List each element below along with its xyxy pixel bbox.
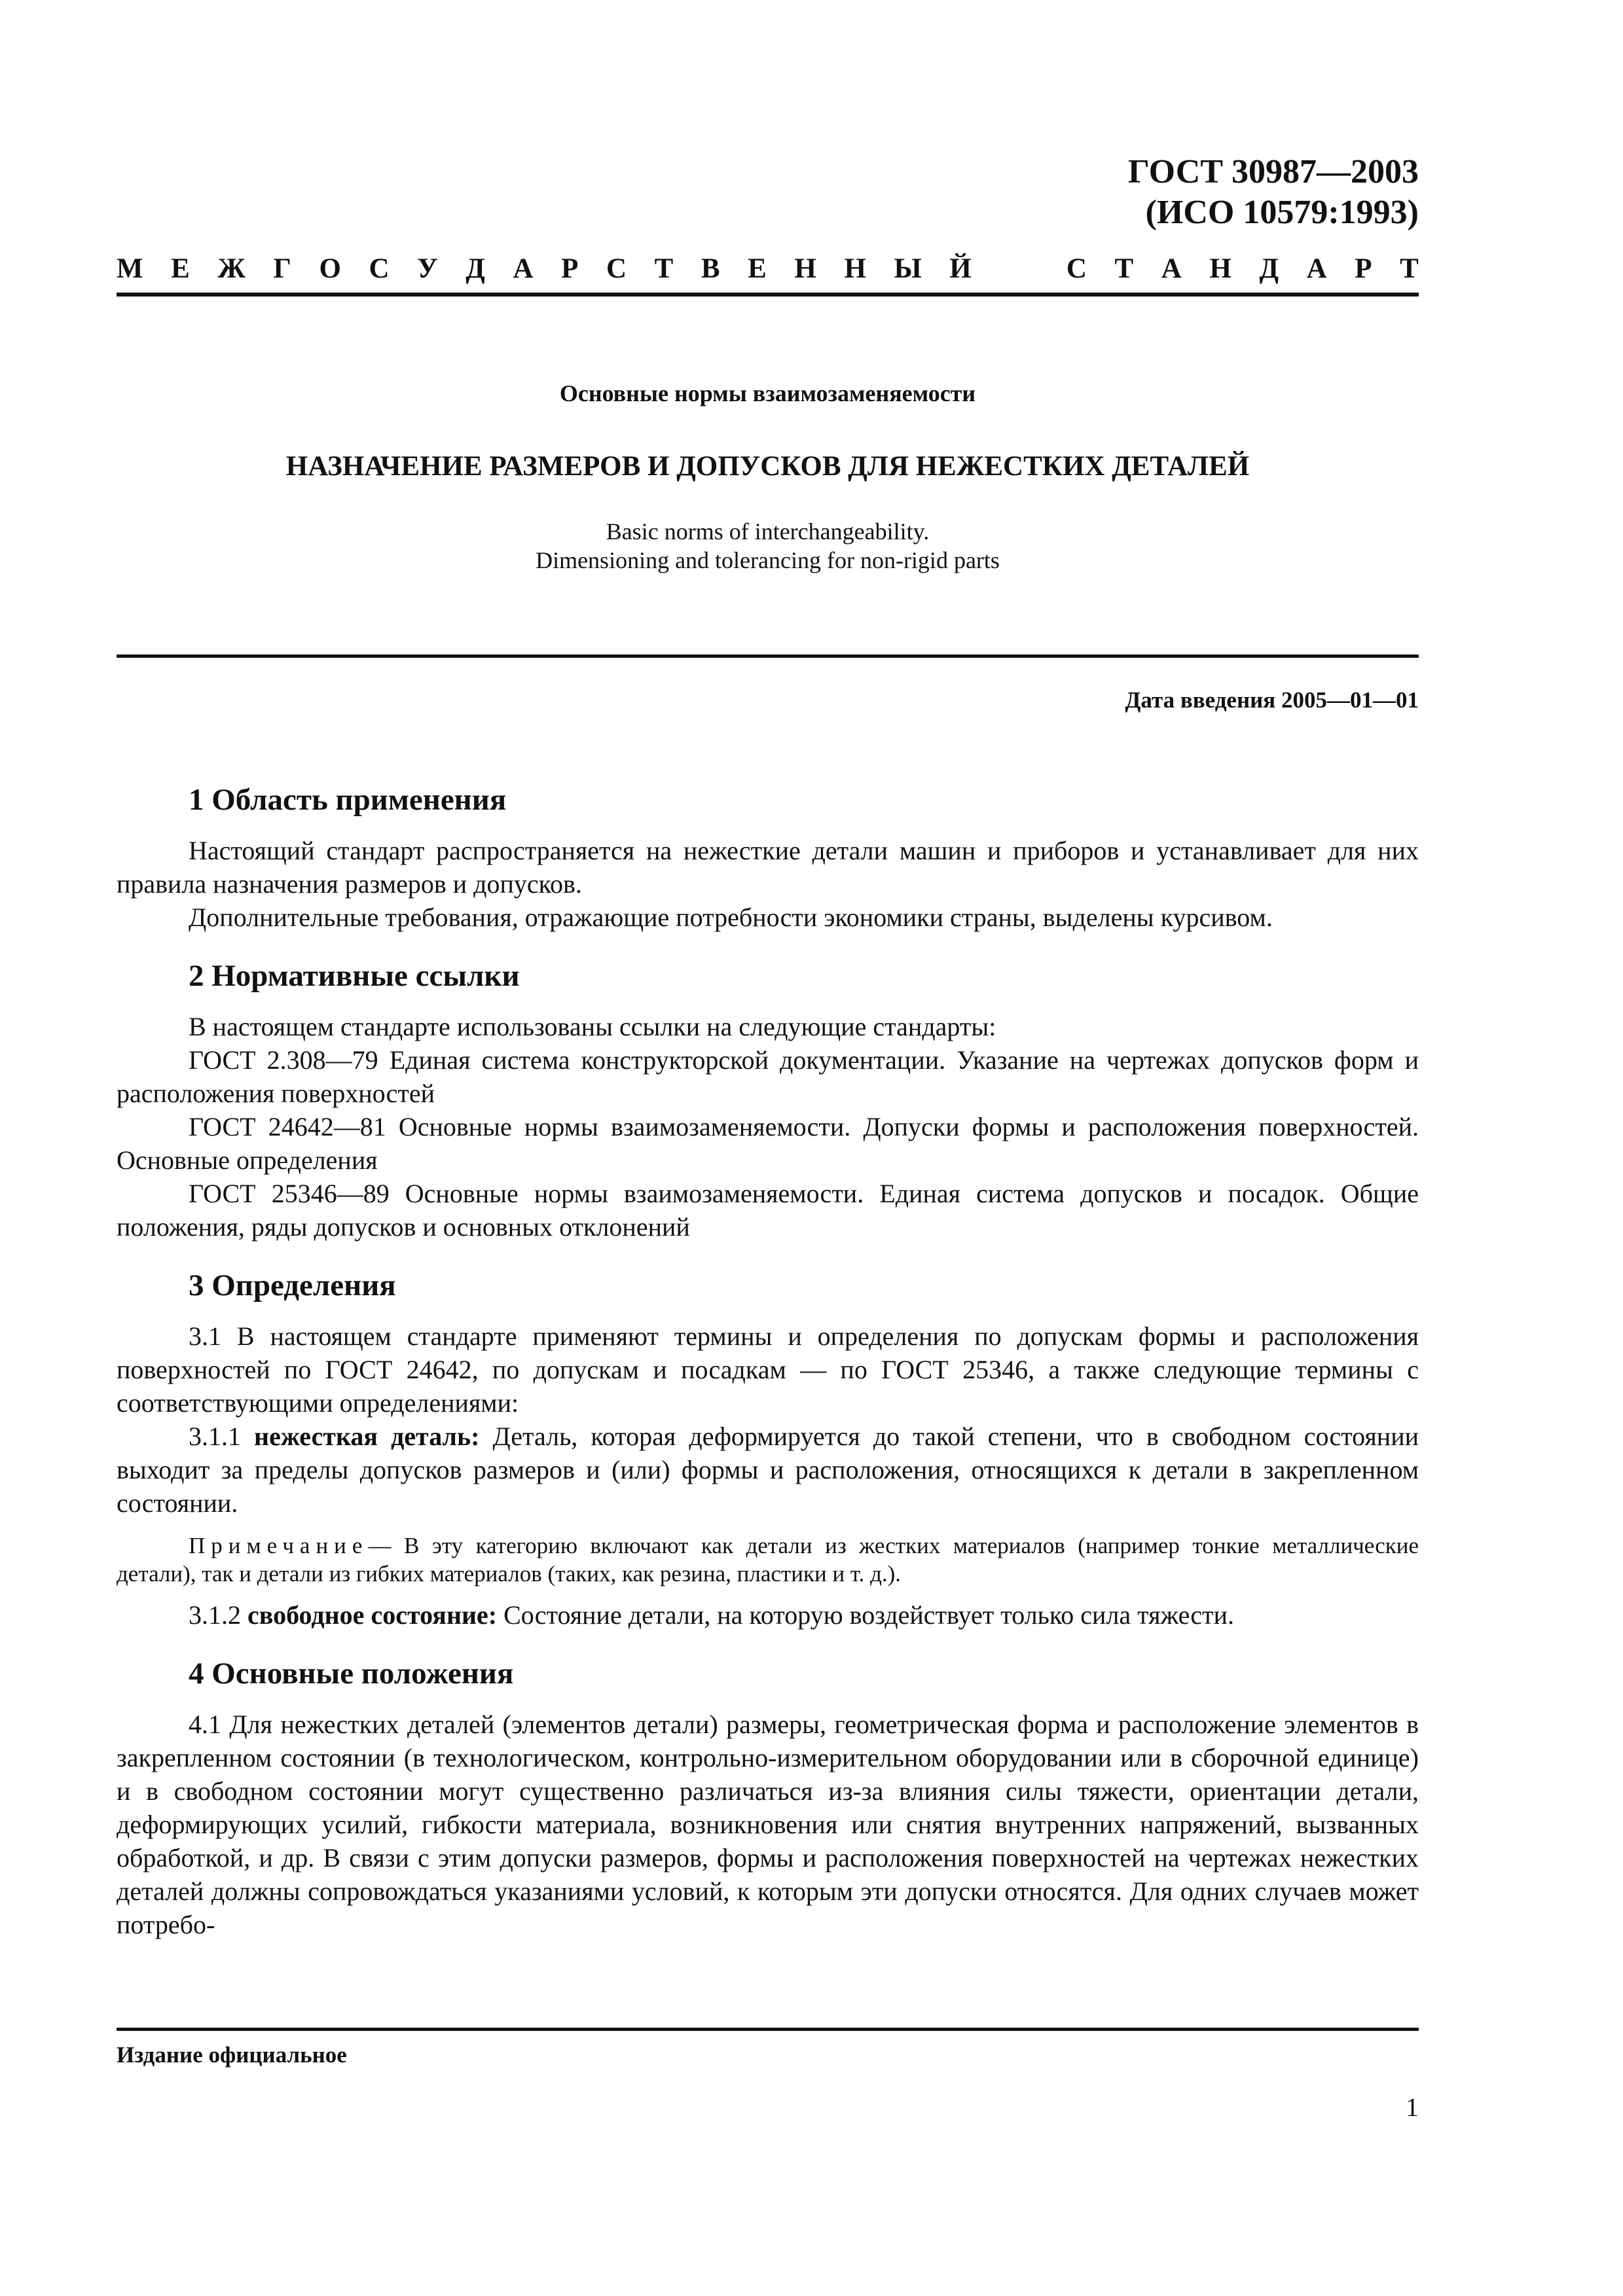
- intl-letter: С: [369, 253, 390, 284]
- note-text: — В эту категорию включают как детали из жестких материалов (например тонкие металлические детали), так и детали из гибких материалов (таких, как резина, пластики и т. д.).: [117, 1533, 1419, 1587]
- intl-letter: Н: [1209, 253, 1231, 284]
- intl-letter: Ж: [217, 253, 246, 284]
- intl-letter: Н: [844, 253, 866, 284]
- english-title: [117, 517, 1419, 575]
- section-heading: 3 Определения: [189, 1268, 396, 1302]
- section-3: [117, 1266, 1419, 1632]
- reference-item: ГОСТ 2.308—79 Единая система конструкторской документации. Указание на чертежах допусков форм и расположения поверхностей: [117, 1045, 1419, 1108]
- intl-letter: Т: [1114, 253, 1134, 284]
- introduction-date: Дата введения 2005—01—01: [1125, 687, 1419, 713]
- intl-letter: Д: [1259, 253, 1279, 284]
- word-gap: [999, 253, 1038, 285]
- intl-letter: Т: [1400, 253, 1419, 284]
- intl-letter: Н: [794, 253, 816, 284]
- intl-letter: Р: [561, 253, 579, 284]
- section-heading: 4 Основные положения: [189, 1657, 514, 1691]
- intl-letter: Е: [171, 253, 190, 284]
- intl-letter: Р: [1355, 253, 1372, 284]
- section-2: [117, 956, 1419, 1244]
- reference-item: ГОСТ 24642—81 Основные нормы взаимозаменяемости. Допуски формы и расположения поверхностей. Основные определения: [117, 1112, 1419, 1175]
- paragraph: 3.1 В настоящем стандарте применяют термины и определения по допускам формы и расположения поверхностей по ГОСТ 24642, по допускам и посадкам — по ГОСТ 25346, а также следующие термины с соответствующими определениями:: [117, 1321, 1419, 1418]
- section-1: [117, 780, 1419, 934]
- intl-letter: Д: [465, 253, 485, 284]
- english-title-line2: Dimensioning and tolerancing for non-rigid parts: [536, 547, 1000, 573]
- note-label: Примечание: [189, 1533, 369, 1558]
- section-4: [117, 1654, 1419, 1941]
- intl-letter: С: [606, 253, 627, 284]
- intl-letter: Й: [949, 253, 972, 284]
- intl-letter: С: [1066, 253, 1087, 284]
- document-body: [117, 780, 1419, 1941]
- header-rule: [117, 293, 1419, 296]
- definition-text: Деталь, которая деформируется до такой степени, что в свободном состоянии выходит за пределы допусков размеров и (или) формы и расположения, относящихся к детали в закрепленном состоянии.: [117, 1422, 1419, 1518]
- definition-text: Состояние детали, на которую воздействует только сила тяжести.: [497, 1600, 1235, 1630]
- intl-letter: О: [319, 253, 341, 284]
- paragraph: В настоящем стандарте использованы ссылки на следующие стандарты:: [189, 1012, 996, 1041]
- reference-item: ГОСТ 25346—89 Основные нормы взаимозаменяемости. Единая система допусков и посадок. Общие положения, ряды допусков и основных отклонений: [117, 1179, 1419, 1242]
- intl-letter: А: [513, 253, 534, 284]
- intl-letter: В: [701, 253, 720, 284]
- section-heading: 2 Нормативные ссылки: [189, 959, 520, 993]
- intl-letter: Г: [273, 253, 291, 284]
- term: нежесткая деталь:: [254, 1422, 480, 1451]
- intl-letter: А: [1306, 253, 1327, 284]
- title-rule: [117, 655, 1419, 658]
- intl-letter: Е: [748, 253, 767, 284]
- intl-letter: У: [417, 253, 438, 284]
- paragraph: 4.1 Для нежестких деталей (элементов детали) размеры, геометрическая форма и расположение элементов в закрепленном состоянии (в технологическом, контрольно-измерительном оборудовании или в сборочной единице) и в свободном состоянии могут существенно различаться из-за влияния силы тяжести, ориентации детали, деформирующих усилий, гибкости материала, возникновения или снятия внутренних напряжений, вызванных обработкой, и др. В связи с этим допуски размеров, формы и расположения поверхностей на чертежах нежестких деталей должны сопровождаться указаниями условий, к которым эти допуски относятся. Для одних случаев может потребо-: [117, 1710, 1419, 1939]
- document-title: НАЗНАЧЕНИЕ РАЗМЕРОВ И ДОПУСКОВ ДЛЯ НЕЖЕСТКИХ ДЕТАЛЕЙ: [285, 451, 1250, 482]
- clause-number: 3.1.1: [189, 1422, 255, 1451]
- standard-designation: [1128, 152, 1419, 233]
- intl-letter: Ы: [894, 253, 922, 284]
- designation-iso: (ИСО 10579:1993): [1145, 194, 1419, 231]
- document-subtitle: Основные нормы взаимозаменяемости: [559, 380, 976, 406]
- footer-rule: [117, 2028, 1419, 2031]
- note: [117, 1532, 1419, 1588]
- definition-free-state: [117, 1598, 1419, 1632]
- paragraph: Дополнительные требования, отражающие потребности экономики страны, выделены курсивом.: [189, 903, 1273, 932]
- intl-letter: Т: [654, 253, 674, 284]
- clause-number: 3.1.2: [189, 1600, 247, 1630]
- designation-gost: ГОСТ 30987—2003: [1127, 153, 1419, 190]
- definition-non-rigid-part: [117, 1420, 1419, 1520]
- term: свободное состояние:: [247, 1600, 498, 1630]
- english-title-line1: Basic norms of interchangeability.: [606, 518, 930, 545]
- page-number: 1: [1406, 2092, 1419, 2122]
- intl-letter: А: [1161, 253, 1182, 284]
- intl-letter: М: [117, 253, 143, 284]
- section-heading: 1 Область применения: [189, 783, 507, 817]
- interstate-standard-label: [117, 253, 1419, 285]
- paragraph: Настоящий стандарт распространяется на нежесткие детали машин и приборов и устанавливает для них правила назначения размеров и допусков.: [117, 836, 1419, 899]
- official-edition-label: Издание официальное: [117, 2042, 347, 2068]
